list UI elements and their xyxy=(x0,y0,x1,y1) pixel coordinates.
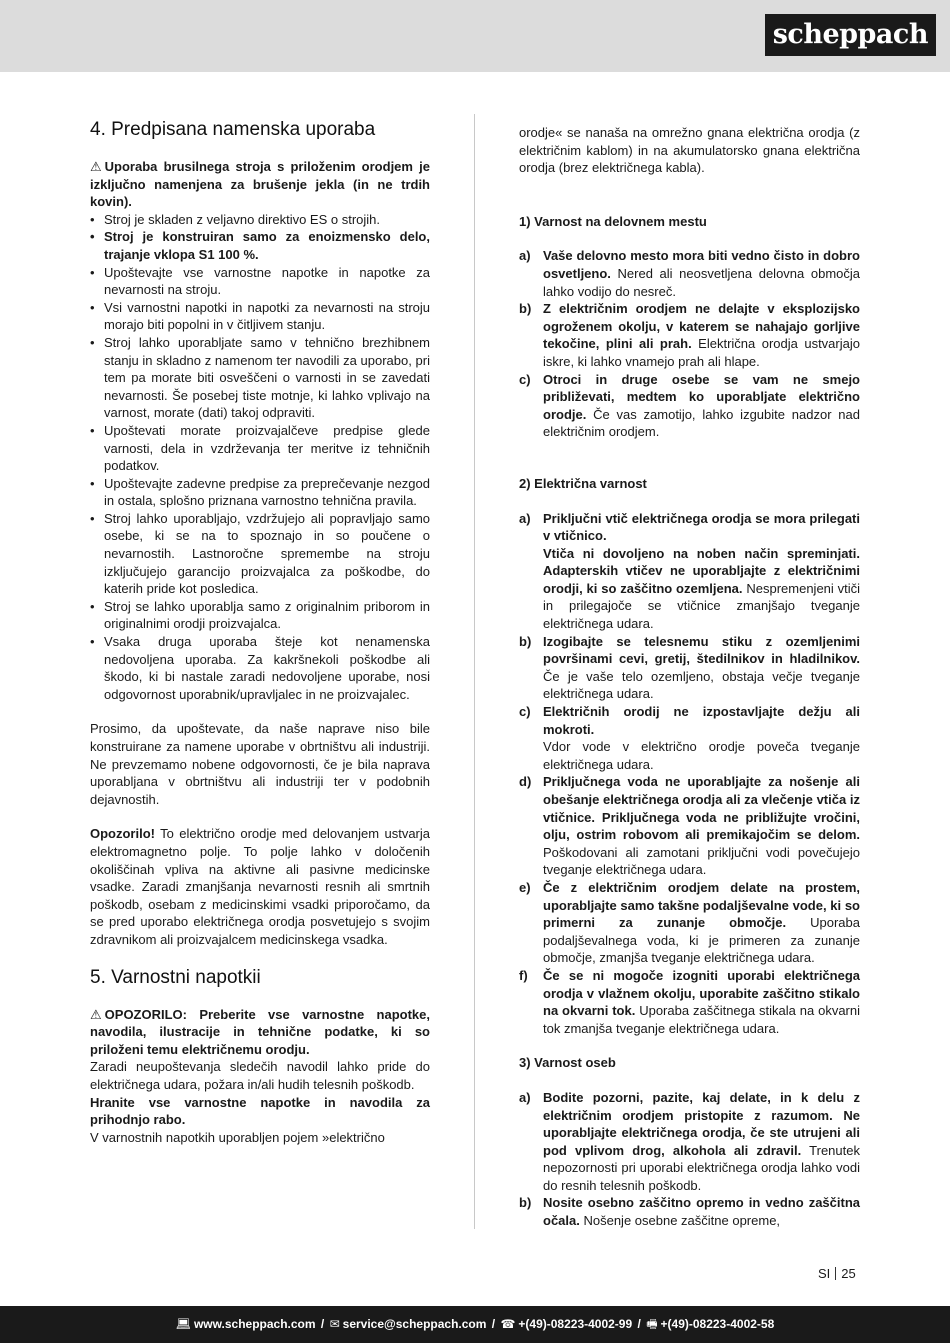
subsection-list xyxy=(519,247,860,441)
list-item: • Stroj lahko uporabljate samo v tehnično brezhibnem stanju in skladno z namenom ter navodili za uporabo, pri tem pa morate biti osveščeni o varnosti in se zavedati nevarnosti. Še posebej tiste motnje, ki lahko vplivajo na varnost, morate (dati) takoj odpraviti. xyxy=(90,334,430,422)
phone-icon: ☎ xyxy=(500,1317,516,1331)
section-5-text: Zaradi neupoštevanja sledečih navodil lahko pride do električnega udara, požara in/ali hudih telesnih poškodb. xyxy=(90,1059,430,1092)
list-item: b) Izogibajte se telesnemu stiku z ozemljenimi površinami cevi, gretij, štedilnikov in hladilnikov. Če je vaše telo ozemljeno, obstaja večje tveganje električnega udara. xyxy=(519,633,860,702)
emf-warning-paragraph: Opozorilo! To električno orodje med delovanjem ustvarja elektromagnetno polje. To polje lahko v določenih okoliščinah vpliva na aktivne ali pasivne medicinske vsadke. Zaradi zmanjšanja nevarnosti resnih ali smrtnih poškodb, osebam z medicinskimi vsadki priporočamo, da se pred uporabo električnega orodja posvetujejo s svojim zdravnikom ali proizvajalcem medicinskega vsadka. xyxy=(90,826,430,947)
list-item: c) Otroci in druge osebe se vam ne smejo približevati, medtem ko uporabljate električno orodje. Če vas zamotijo, lahko izgubite nadzor nad električnim orodjem. xyxy=(519,371,860,440)
section-4-title: 4. Predpisana namenska uporaba xyxy=(90,119,376,140)
list-item: • Vsaka druga uporaba šteje kot nenamenska nedovoljena uporaba. Za kakršnekoli poškodbe ali škodo, ki bi nastale zaradi nedovoljene uporabe, nosi odgovornost uporabnik/upravljalec in ne proizvajalec. xyxy=(90,633,430,703)
list-item: a) Bodite pozorni, pazite, kaj delate, in k delu z električnim orodjem pristopite z razumom. Ne uporabljajte električnega orodja, če ste utrujeni ali pod vplivom drog, alkohola ali zdravil. Trenutek nepozornosti pri uporabi električnega orodja lahko vodi do resnih telesnih poškodb. xyxy=(519,1089,860,1193)
subsection-title: 1) Varnost na delovnem mestu xyxy=(519,213,707,229)
computer-icon: 💻︎ xyxy=(175,1317,191,1331)
list-item: f) Če se ni mogoče izogniti uporabi električnega orodja v vlažnem okolju, uporabite zaščitno stikalo na okvarni tok. Uporaba zaščitnega stikala na okvarni tok zmanjša tveganje električnega udara. xyxy=(519,967,860,1036)
intro-paragraph: orodje« se nanaša na omrežno gnana električna orodja (z električnim kablom) in na akumulatorsko gnana električna orodja (brez električnega kabla). xyxy=(519,125,860,176)
fax-number: +(49)-08223-4002-58 xyxy=(660,1317,775,1331)
warning-triangle-icon: ⚠ xyxy=(90,159,102,174)
subsection-title: 3) Varnost oseb xyxy=(519,1055,616,1071)
list-item: • Stroj se lahko uporablja samo z originalnim priborom in originalnimi orodji proizvajalca. xyxy=(90,598,430,633)
list-item: b) Z električnim orodjem ne delajte v eksplozijsko ogroženem okolju, v katerem se nahajajo gorljive tekočine, plini ali prah. Električna orodja ustvarjajo iskre, ki lahko vnamejo prah ali hlape. xyxy=(519,301,860,369)
list-item: c) Električnih orodij ne izpostavljajte dežju ali mokroti. Vdor vode v električno orodje poveča tveganje električnega udara. xyxy=(519,704,860,772)
warning-triangle-icon: ⚠ xyxy=(90,1006,102,1022)
list-item: • Stroj je konstruiran samo za enoizmensko delo, trajanje vklopa S1 100 %. xyxy=(90,228,430,263)
scheppach-logo: scheppach xyxy=(765,14,936,56)
section-4-bullets xyxy=(90,211,430,704)
warning-label: Opozorilo! xyxy=(90,826,155,842)
website-link[interactable]: www.scheppach.com xyxy=(193,1317,316,1331)
phone-number: +(49)-08223-4002-99 xyxy=(518,1317,633,1331)
footer-bar: 💻︎ www.scheppach.com / ✉ service@scheppach.com / ☎ +(49)-08223-4002-99 / 🖷︎ +(49)-08223-4002-58 xyxy=(0,1306,950,1343)
email-link[interactable]: service@scheppach.com xyxy=(342,1317,487,1331)
list-item: a) Vaše delovno mesto mora biti vedno čisto in dobro osvetljeno. Nered ali neosvetljena delovna območja lahko vodijo do nesreč. xyxy=(519,248,860,299)
column-divider xyxy=(474,114,475,1229)
section-4-warning: ⚠ Uporaba brusilnega stroja s priloženim orodjem je izključno namenjena za brušenje jekla (in ne trdih kovin). xyxy=(90,159,430,210)
usage-paragraph: Prosimo, da upoštevate, da naše naprave niso bile konstruirane za namene uporabe v obrtništvu ali industriji. Ne prevzemamo nobene odgovornosti, če je bila naprava uporabljana v obrtništvu ali industriji ter v podobnih dejavnostih. xyxy=(90,721,430,807)
left-column xyxy=(90,118,430,1146)
list-item: d) Priključnega voda ne uporabljajte za nošenje ali obešanje električnega orodja ali za vlečenje vtiča iz vtičnice. Priključnega voda ne približujte vročini, olju, ostrim robovom ali premikajočim se delom. Poškodovani ali zamotani priključni vodi povečujejo tveganje električnega udara. xyxy=(519,774,860,878)
header-bar xyxy=(0,0,950,72)
subsection-list xyxy=(519,510,860,1038)
list-item: • Stroj lahko uporabljajo, vzdržujejo ali popravljajo samo osebe, ki se na to spoznajo in so poučene o nevarnostih. Lastnoročne spremembe na stroju izključujejo garancijo proizvajalca za poškodbe, do katerih pride kot posledica. xyxy=(90,510,430,598)
subsection-list xyxy=(519,1089,860,1230)
list-item: • Upoštevajte zadevne predpise za preprečevanje nezgod in ostala, splošno priznana varnostno tehnična pravila. xyxy=(90,475,430,510)
list-item: e) Če z električnim orodjem delate na prostem, uporabljajte samo takšne podaljševalne vode, ki so primerni za zunanje območje. Uporaba podaljševalnega voda, ki je primeren za zunanje območje, zmanjša tveganje električnega udara. xyxy=(519,879,860,966)
list-item: • Vsi varnostni napotki in napotki za nevarnosti na stroju morajo biti popolni in v čitljivem stanju. xyxy=(90,299,430,334)
section-5-term-text: V varnostnih napotkih uporabljen pojem »električno xyxy=(90,1129,385,1145)
list-item: • Stroj je skladen z veljavno direktivo ES o strojih. xyxy=(90,211,430,229)
subsection-title: 2) Električna varnost xyxy=(519,475,647,491)
section-5-title: 5. Varnostni napotkii xyxy=(90,966,261,988)
mail-icon: ✉ xyxy=(329,1317,340,1331)
page-number: SI 25 xyxy=(818,1266,856,1281)
list-item: a) Priključni vtič električnega orodja se mora prilegati v vtičnico. Vtiča ni dovoljeno na noben način spreminjati. Adapterskih vtičev ne uporabljajte z električnimi orodji, ki so zaščitno ozemljena. Nespremenjeni vtiči in prilegajoče se vtičnice zmanjšajo tveganje električnega udara. xyxy=(519,510,861,632)
section-5-warning: ⚠ OPOZORILO: Preberite vse varnostne napotke, navodila, ilustracije in tehnične podatke, ki so priloženi temu električnemu orodju. xyxy=(90,1006,430,1057)
fax-icon: 🖷︎ xyxy=(646,1317,658,1331)
list-item: • Upoštevati morate proizvajalčeve predpise glede varnosti, dela in vzdrževanja ter meritve iz tehničnih podatkov. xyxy=(90,422,430,475)
list-item: • Upoštevajte vse varnostne napotke in napotke za nevarnosti na stroju. xyxy=(90,264,430,299)
list-item: b) Nosite osebno zaščitno opremo in vedno zaščitna očala. Nošenje osebne zaščitne opreme, xyxy=(519,1195,860,1229)
right-column xyxy=(519,124,860,1230)
section-5-keep-note: Hranite vse varnostne napotke in navodila za prihodnjo rabo. xyxy=(90,1094,430,1128)
